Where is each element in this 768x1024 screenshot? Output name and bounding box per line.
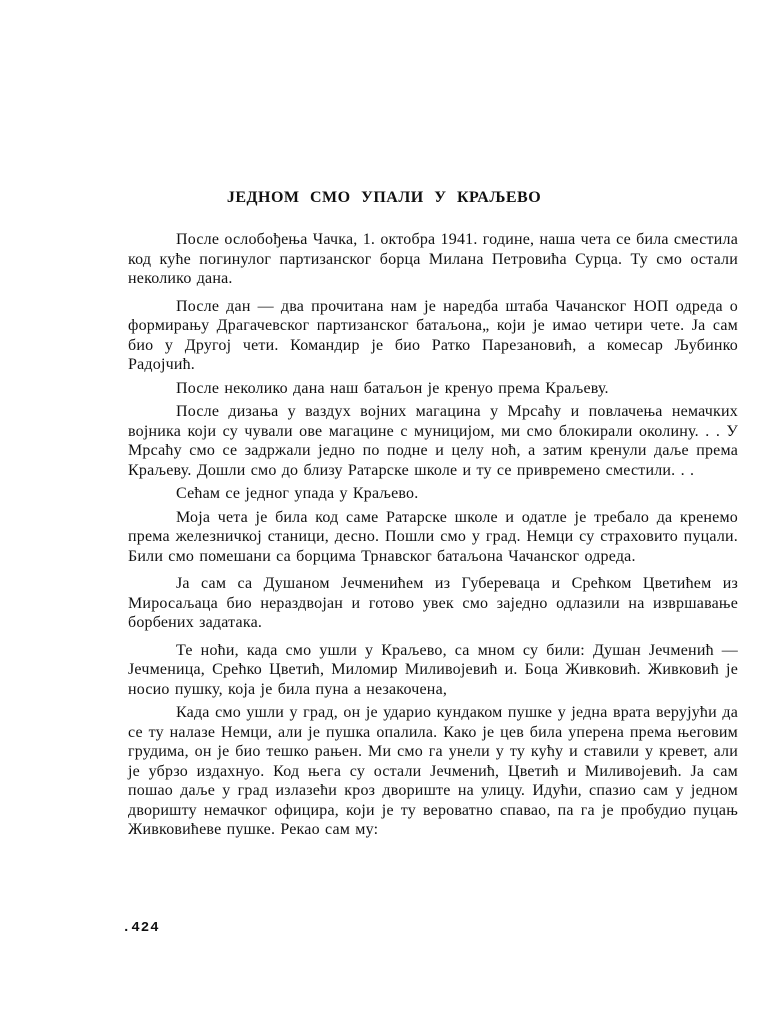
paragraph-6: Моја чета је била код саме Ратарске школе и одатле је требало да кренемо према железничкој станици, десно. Пошли смо у град. Немци су страховито пуцали. Били смо помешани са борцима Трнавског батаљона Чачанског одреда. <box>128 508 738 565</box>
paragraph-7: Ја сам са Душаном Јечменићем из Губереваца и Срећком Цветићем из Миросаљаца био нераздвојан и готово увек смо заједно одлазили на извршавање борбених задатака. <box>128 575 738 631</box>
paragraph-2: После дан — два прочитана нам је наредба штаба Чачанског НОП одреда о формирању Драгачевског партизанског батаљона„ који је имао четири чете. Ја сам био у Другој чети. Командир је био Ратко Парезановић, а комесар Љубинко Радојчић. <box>128 297 738 373</box>
paragraph-3: После неколико дана наш батаљон је кренуо према Краљеву. <box>176 379 609 397</box>
chapter-title: ЈЕДНОМ СМО УПАЛИ У КРАЉЕВО <box>226 189 542 206</box>
paragraph-4: После дизања у ваздух војних магацина у Мрсаћу и повлачења немачких војника који су чували ове магацине с муницијом, ми смо блокирали околину. . . У Мрсаћу смо се задржали једно по подне и целу ноћ, а затим кренули даље према Краљеву. Дошли смо до близу Ратарске школе и ту се привремено сместили. . . <box>128 403 738 479</box>
paragraph-8: Те ноћи, када смо ушли у Краљево, са мном су били: Душан Јечменић — Јечменица, Срећко Цветић, Миломир Миливојевић и. Боца Живковић. Живковић је носио пушку, која је била пуна а незакочена, <box>128 641 738 698</box>
body-text <box>128 230 738 840</box>
page-number: .424 <box>122 920 160 936</box>
paragraph-5: Сећам се једног упада у Краљево. <box>176 485 419 502</box>
paragraph-9: Када смо ушли у град, он је ударио кундаком пушке у једна врата верујући да се ту налазе Немци, али је пушка опалила. Како је цев била уперена према његовим грудима, он је био тешко рањен. Ми смо га унели у ту кућу и ставили у кревет, али је убрзо издахнуо. Код њега су остали Јечменић, Цветић и Миливојевић. Ја сам пошао даље у град излазећи кроз двориште на улицу. Идући, спазио сам у једном дворишту немачког официра, који је ту вероватно спавао, па га је пробудио пуцањ Живковићеве пушке. Рекао сам му: <box>128 704 738 838</box>
paragraph-1: После ослобођења Чачка, 1. октобра 1941. године, наша чета се била сместила код куће погинулог партизанског борца Милана Петровића Сурца. Ту смо остали неколико дана. <box>128 231 738 287</box>
